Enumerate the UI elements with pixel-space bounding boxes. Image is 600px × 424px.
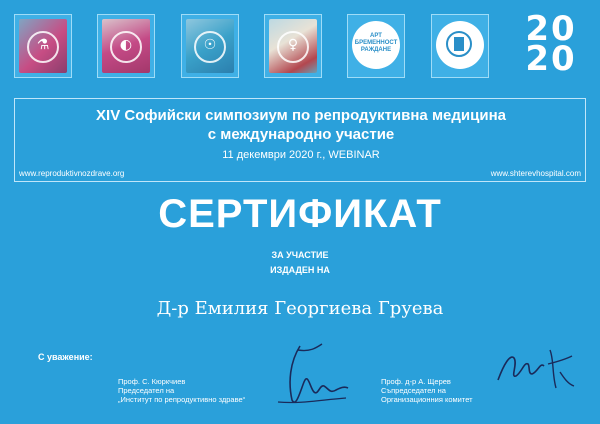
header-band bbox=[14, 98, 586, 182]
flask-icon: ⚗ bbox=[36, 37, 50, 53]
signatory-name: Проф. С. Кюркчиев bbox=[118, 377, 186, 386]
art-logo-tile bbox=[347, 14, 405, 78]
photo-tile-lab bbox=[14, 14, 72, 78]
pregnancy-icon: ◐ bbox=[119, 37, 133, 53]
signatory-name: Проф. д-р А. Щерев bbox=[381, 377, 451, 386]
recipient-name: Д-р Емилия Георгиева Груева bbox=[156, 298, 444, 319]
symposium-title-line1: XIV Софийски симпозиум по репродуктивна медицина bbox=[96, 107, 506, 124]
signatory-role: Председател на bbox=[118, 386, 175, 395]
building-icon bbox=[454, 37, 464, 51]
year-logo: 20 20 bbox=[525, 9, 577, 79]
website-link-right[interactable]: www.shterevhospital.com bbox=[490, 169, 581, 178]
signatory-organization: „Институт по репродуктивно здраве“ bbox=[118, 395, 246, 404]
hospital-logo-tile bbox=[431, 14, 489, 78]
signatory-role: Съпредседател на bbox=[381, 386, 446, 395]
regards-label: С уважение: bbox=[38, 352, 93, 362]
participation-label: ЗА УЧАСТИЕ bbox=[271, 250, 329, 260]
photo-tile-embryo bbox=[181, 14, 239, 78]
signatory-organization: Организационния комитет bbox=[381, 395, 473, 404]
symposium-title-line2: с международно участие bbox=[207, 126, 395, 143]
certificate-heading: СЕРТИФИКАТ bbox=[158, 192, 442, 236]
signatory-shterev bbox=[381, 377, 473, 404]
event-date: 11 декември 2020 г., WEBINAR bbox=[222, 149, 380, 161]
photo-tile-clinic bbox=[264, 14, 322, 78]
signature-kyurkchiev bbox=[270, 342, 350, 410]
uterus-icon: ♀ bbox=[287, 37, 299, 53]
signature-shterev bbox=[494, 344, 578, 400]
art-logo-text: АРТ БРЕМЕННОСТ РАЖДАНЕ bbox=[354, 33, 398, 53]
embryo-icon: ☉ bbox=[203, 37, 217, 53]
issued-to-label: ИЗДАДЕН НА bbox=[270, 265, 330, 275]
photo-tile-pregnancy bbox=[97, 14, 155, 78]
signatory-kyurkchiev bbox=[118, 377, 245, 404]
website-link-left[interactable]: www.reproduktivnozdrave.org bbox=[19, 169, 125, 178]
